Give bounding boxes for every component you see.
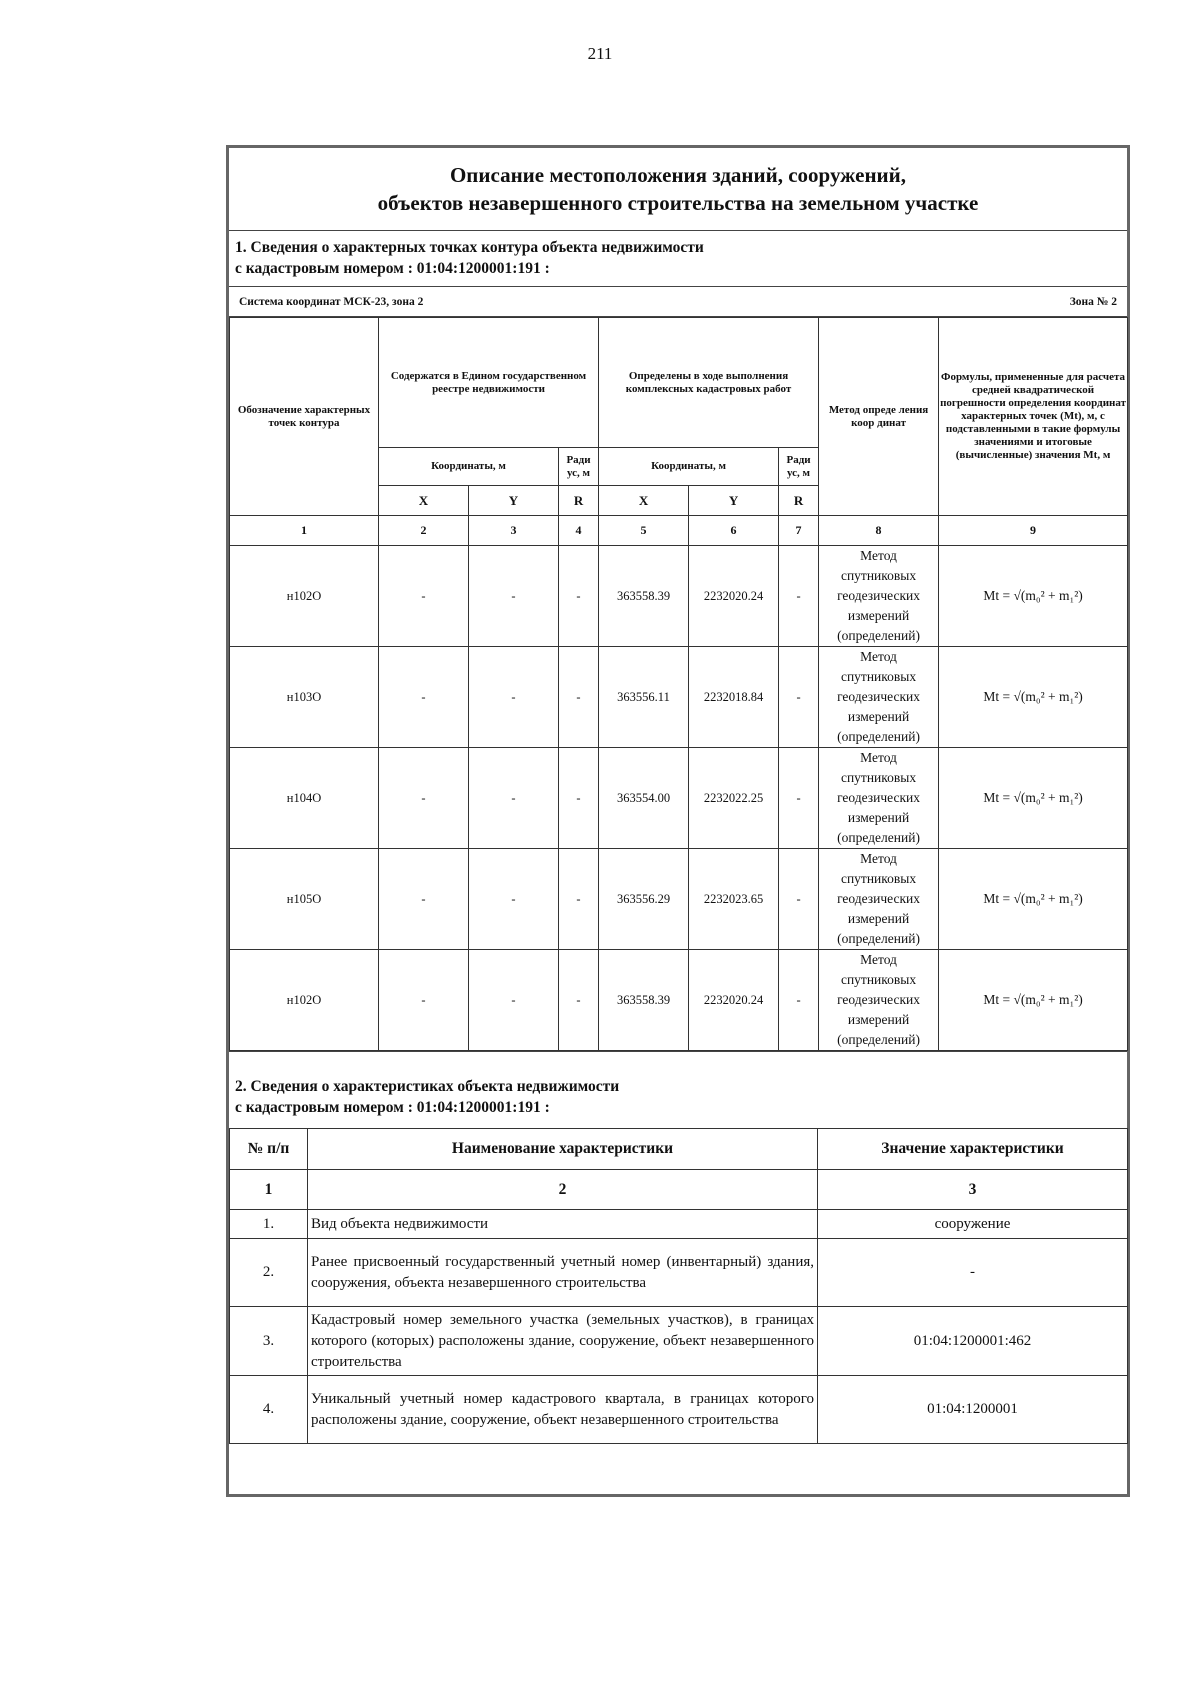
section2-heading-line1: 2. Сведения о характеристиках объекта недвижимости [235, 1078, 620, 1095]
complex-x: 363556.11 [599, 647, 689, 748]
complex-x: 363556.29 [599, 849, 689, 950]
method-line: геодезических [837, 891, 921, 906]
method-line: (определений) [837, 1032, 920, 1047]
characteristic-name: Вид объекта недвижимости [308, 1210, 818, 1239]
method-line: (определений) [837, 830, 920, 845]
col-number: 1 [230, 1170, 308, 1210]
section1-heading-line2: с кадастровым номером : 01:04:1200001:191 : [235, 260, 550, 277]
col-number: 4 [559, 516, 599, 546]
complex-r: - [779, 748, 819, 849]
col-number: 6 [689, 516, 779, 546]
egrn-y: - [469, 849, 559, 950]
header-coords-egrn: Координаты, м [379, 448, 559, 486]
method-line: измерений [847, 911, 910, 926]
complex-x: 363558.39 [599, 950, 689, 1051]
header-x-complex: X [599, 486, 689, 516]
header-num: № п/п [230, 1129, 308, 1170]
document-frame [226, 145, 1130, 1497]
egrn-x: - [379, 546, 469, 647]
characteristic-name: Кадастровый номер земельного участка (земельных участков), в границах которого (которых) расположены здание, сооружение, объект незавершенного строительства [308, 1307, 818, 1376]
egrn-x: - [379, 849, 469, 950]
method-line: спутниковых [840, 871, 917, 886]
title-line-1: Описание местоположения зданий, сооружений, [449, 163, 907, 187]
method-cell [819, 647, 939, 748]
egrn-r: - [559, 748, 599, 849]
complex-y: 2232022.25 [689, 748, 779, 849]
egrn-x: - [379, 748, 469, 849]
method-line: измерений [847, 608, 910, 623]
row-number: 1. [230, 1210, 308, 1239]
characteristic-value: 01:04:1200001 [818, 1376, 1128, 1444]
characteristic-name: Уникальный учетный номер кадастрового квартала, в границах которого расположены здание, сооружение, объект незавершенного строительства [308, 1376, 818, 1444]
header-method: Метод опреде ления коор динат [819, 318, 939, 516]
header-r-egrn: R [559, 486, 599, 516]
method-line: геодезических [837, 992, 921, 1007]
header-y-egrn: Y [469, 486, 559, 516]
method-cell [819, 849, 939, 950]
header-complex-works: Определены в ходе выполнения комплексных кадастровых работ [599, 318, 819, 448]
table-row [230, 1239, 1128, 1307]
complex-y: 2232018.84 [689, 647, 779, 748]
coordinate-system: Система координат МСК-23, зона 2 [239, 295, 424, 308]
formula: Mt = √(m₀² + m₁²) [939, 748, 1128, 849]
col-number: 7 [779, 516, 819, 546]
egrn-r: - [559, 950, 599, 1051]
header-y-complex: Y [689, 486, 779, 516]
method-line: измерений [847, 1012, 910, 1027]
formula: Mt = √(m₀² + m₁²) [939, 546, 1128, 647]
col-number: 3 [818, 1170, 1128, 1210]
section2-heading-line2: с кадастровым номером : 01:04:1200001:191 : [235, 1099, 550, 1116]
header-formula: Формулы, примененные для расчета средней квадратической погрешности определения координат характерных точек (Mt), м, с подставленными в такие формулы значениями и итоговые (вычисленные) значения Mt, м [939, 318, 1128, 516]
complex-y: 2232020.24 [689, 950, 779, 1051]
complex-x: 363558.39 [599, 546, 689, 647]
egrn-x: - [379, 950, 469, 1051]
method-cell [819, 748, 939, 849]
col-number: 3 [469, 516, 559, 546]
col-number: 9 [939, 516, 1128, 546]
point-id: н102О [230, 546, 379, 647]
table-row [230, 748, 1128, 849]
formula: Mt = √(m₀² + m₁²) [939, 950, 1128, 1051]
method-line: измерений [847, 810, 910, 825]
complex-r: - [779, 647, 819, 748]
characteristics-table [229, 1128, 1128, 1444]
characteristic-value: - [818, 1239, 1128, 1307]
col-number: 5 [599, 516, 689, 546]
row-number: 3. [230, 1307, 308, 1376]
egrn-r: - [559, 546, 599, 647]
method-line: геодезических [837, 588, 921, 603]
table-row [230, 950, 1128, 1051]
header-designation: Обозначение характерных точек контура [230, 318, 379, 516]
method-line: спутниковых [840, 972, 917, 987]
method-line: Метод [860, 548, 897, 563]
method-cell [819, 546, 939, 647]
col-number: 1 [230, 516, 379, 546]
coordinate-system-bar [229, 287, 1127, 317]
header-coords-complex: Координаты, м [599, 448, 779, 486]
col-number: 2 [308, 1170, 818, 1210]
method-line: Метод [860, 952, 897, 967]
table-row [230, 849, 1128, 950]
complex-r: - [779, 546, 819, 647]
method-line: измерений [847, 709, 910, 724]
characteristic-name: Ранее присвоенный государственный учетный номер (инвентарный) здания, сооружения, объекта незавершенного строительства [308, 1239, 818, 1307]
egrn-x: - [379, 647, 469, 748]
header-egrn: Содержатся в Едином государственном реестре недвижимости [379, 318, 599, 448]
egrn-y: - [469, 748, 559, 849]
title-line-2: объектов незавершенного строительства на земельном участке [377, 191, 979, 215]
section1-heading [229, 231, 1127, 287]
egrn-y: - [469, 546, 559, 647]
method-line: геодезических [837, 790, 921, 805]
point-id: н104О [230, 748, 379, 849]
header-radius-complex: Ради ус, м [779, 448, 819, 486]
method-line: геодезических [837, 689, 921, 704]
method-line: Метод [860, 750, 897, 765]
complex-y: 2232023.65 [689, 849, 779, 950]
col-number: 8 [819, 516, 939, 546]
method-line: Метод [860, 851, 897, 866]
point-id: н103О [230, 647, 379, 748]
section2-heading [229, 1051, 1127, 1128]
formula: Mt = √(m₀² + m₁²) [939, 647, 1128, 748]
row-number: 4. [230, 1376, 308, 1444]
method-line: спутниковых [840, 568, 917, 583]
header-r-complex: R [779, 486, 819, 516]
table-row [230, 1376, 1128, 1444]
document-title [229, 148, 1127, 231]
characteristic-value: 01:04:1200001:462 [818, 1307, 1128, 1376]
header-name: Наименование характеристики [308, 1129, 818, 1170]
method-line: спутниковых [840, 669, 917, 684]
page-number: 211 [587, 44, 613, 63]
table-row [230, 546, 1128, 647]
egrn-r: - [559, 849, 599, 950]
method-cell [819, 950, 939, 1051]
method-line: Метод [860, 649, 897, 664]
method-line: (определений) [837, 628, 920, 643]
zone-label: Зона № 2 [1069, 295, 1117, 308]
table-row [230, 1210, 1128, 1239]
method-line: (определений) [837, 931, 920, 946]
complex-y: 2232020.24 [689, 546, 779, 647]
complex-x: 363554.00 [599, 748, 689, 849]
method-line: (определений) [837, 729, 920, 744]
egrn-r: - [559, 647, 599, 748]
formula: Mt = √(m₀² + m₁²) [939, 849, 1128, 950]
header-radius-egrn: Ради ус, м [559, 448, 599, 486]
point-id: н105О [230, 849, 379, 950]
row-number: 2. [230, 1239, 308, 1307]
col-number: 2 [379, 516, 469, 546]
table-row [230, 1307, 1128, 1376]
table-row [230, 647, 1128, 748]
egrn-y: - [469, 647, 559, 748]
points-table [229, 317, 1128, 1051]
complex-r: - [779, 849, 819, 950]
header-value: Значение характеристики [818, 1129, 1128, 1170]
header-x-egrn: X [379, 486, 469, 516]
characteristic-value: сооружение [818, 1210, 1128, 1239]
method-line: спутниковых [840, 770, 917, 785]
point-id: н102О [230, 950, 379, 1051]
complex-r: - [779, 950, 819, 1051]
section1-heading-line1: 1. Сведения о характерных точках контура объекта недвижимости [235, 239, 704, 256]
egrn-y: - [469, 950, 559, 1051]
